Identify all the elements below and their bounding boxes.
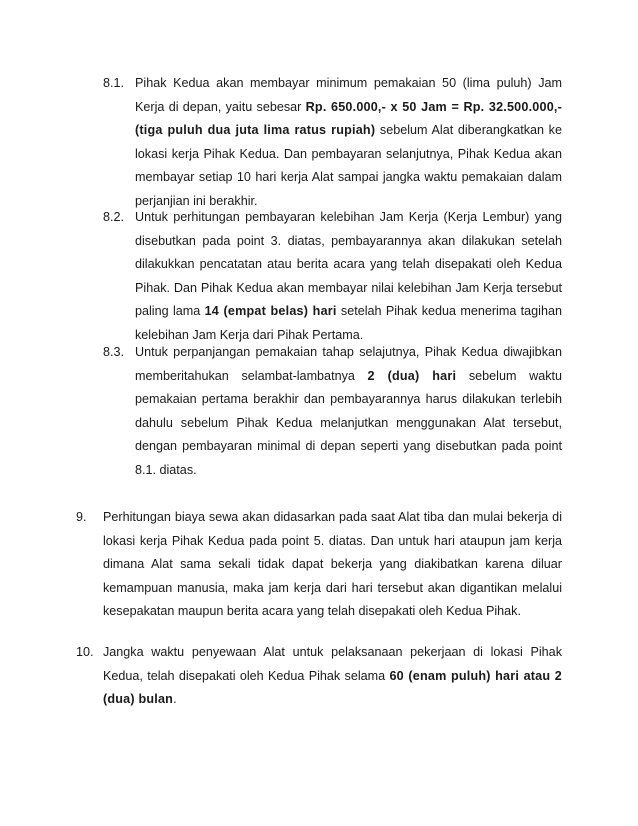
- item-number-9: 9.: [76, 510, 87, 524]
- paragraph-8-2: [135, 206, 562, 348]
- text: Untuk perpanjangan pemakaian tahap selajutnya, Pihak Kedua diwajibkan memberitahukan selambat-lambatnya: [135, 345, 562, 383]
- item-number-8-1: 8.1.: [103, 76, 125, 90]
- text: Untuk perhitungan pembayaran kelebihan Jam Kerja (Kerja Lembur) yang disebutkan pada point 3. diatas, pembayarannya akan dilakukan setelah dilakukkan pencatatan atau berita acara yang telah disepakati oleh Kedua Pihak. Dan Pihak Kedua akan membayar nilai kelebihan Jam Kerja tersebut paling lama: [135, 210, 562, 319]
- item-number-10: 10.: [76, 645, 94, 659]
- item-number-8-2: 8.2.: [103, 210, 125, 224]
- bold-text: 2 (dua) hari: [367, 368, 457, 383]
- text: setelah Pihak kedua menerima tagihan kelebihan Jam Kerja dari Pihak Pertama.: [135, 304, 562, 342]
- paragraph-10: [103, 641, 562, 712]
- bold-text: Rp. 650.000,- x 50 Jam = Rp. 32.500.000,- (tiga puluh dua juta lima ratus rupiah): [135, 99, 562, 138]
- item-number-8-3: 8.3.: [103, 345, 125, 359]
- text: Perhitungan biaya sewa akan didasarkan pada saat Alat tiba dan mulai bekerja di lokasi kerja Pihak Kedua pada point 5. diatas. Dan untuk hari ataupun jam kerja dimana Alat sama sekali tidak dapat bekerja yang diakibatkan karena diluar kemampuan manusia, maka jam kerja dari hari tersebut akan digantikan melalui kesepakatan maupun berita acara yang telah disepakati oleh Kedua Pihak.: [103, 510, 562, 619]
- paragraph-8-1: [135, 72, 562, 214]
- bold-text: 60 (enam puluh) hari atau 2 (dua) bulan: [103, 668, 562, 707]
- text: .: [173, 692, 177, 707]
- text: sebelum Alat diberangkatkan ke lokasi kerja Pihak Kedua. Dan pembayaran selanjutnya, Pihak Kedua akan membayar setiap 10 hari kerja Alat sampai jangka waktu pemakaian dalam perjanjian ini berakhir.: [135, 123, 562, 208]
- paragraph-9: [103, 506, 562, 624]
- text: Jangka waktu penyewaan Alat untuk pelaksanaan pekerjaan di lokasi Pihak Kedua, telah disepakati oleh Kedua Pihak selama: [103, 645, 562, 683]
- text: sebelum waktu pemakaian pertama berakhir dan pembayarannya harus dilakukan terlebih dahulu sebelum Pihak Kedua melanjutkan menggunakan Alat tersebut, dengan pembayaran minimal di depan seperti yang disebutkan pada point 8.1. diatas.: [135, 368, 563, 477]
- paragraph-8-3: [135, 341, 562, 483]
- bold-text: 14 (empat belas) hari: [204, 304, 337, 319]
- text: Pihak Kedua akan membayar minimum pemakaian 50 (lima puluh) Jam Kerja di depan, yaitu sebesar: [135, 76, 562, 114]
